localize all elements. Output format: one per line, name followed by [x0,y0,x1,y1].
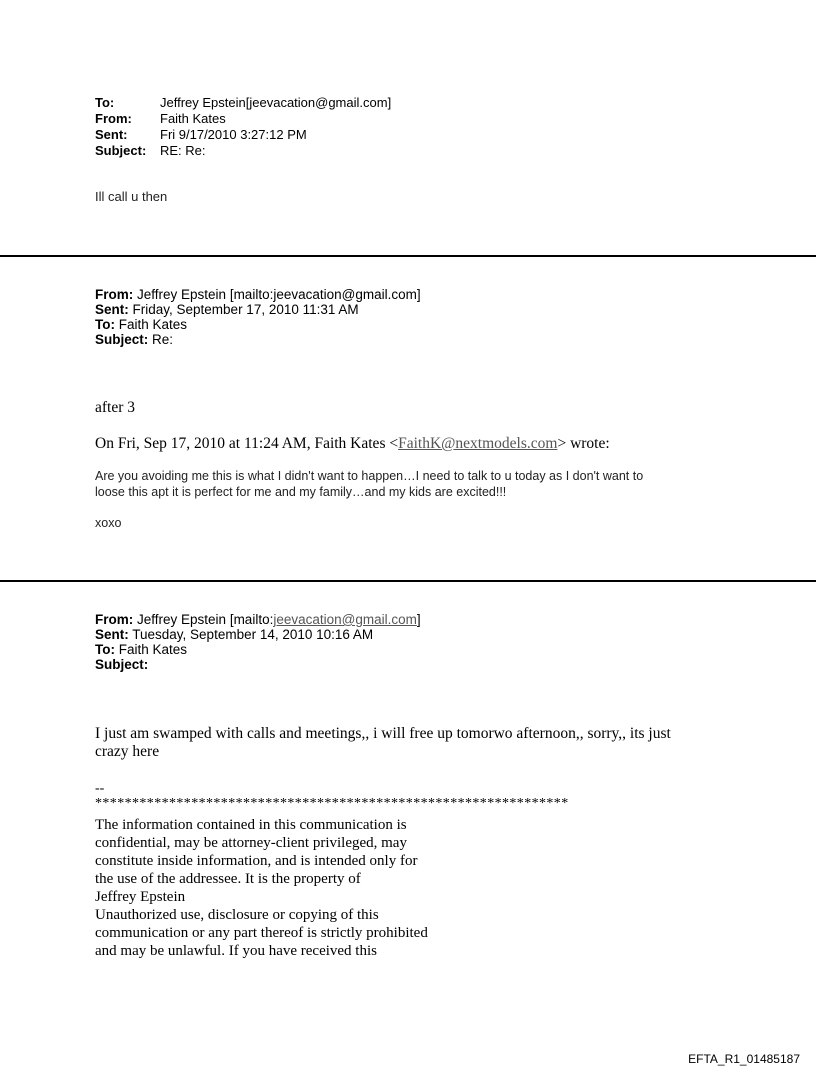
disclaimer-line: Jeffrey Epstein [95,889,186,905]
sent-label: Sent: [95,627,129,642]
to-label: To: [95,317,115,332]
sent-row [95,127,391,143]
document-id: EFTA_R1_01485187 [688,1052,800,1066]
message1-body: Ill call u then [95,189,168,204]
to-label: To: [95,95,115,110]
to-value: Faith Kates [118,642,188,657]
subject-row [95,143,391,159]
subject-label: Subject: [95,332,149,347]
to-row [95,95,391,111]
disclaimer-line: and may be unlawful. If you have received this [95,943,377,959]
quote-attribution [95,435,610,453]
quote-prefix: On Fri, Sep 17, 2010 at 11:24 AM, Faith Kates < [95,435,399,452]
email-link[interactable]: FaithK@nextmodels.com [398,435,558,452]
email-link[interactable]: jeevacation@gmail.com [273,612,417,627]
sent-value: Friday, September 17, 2010 11:31 AM [132,302,359,317]
sent-value: Tuesday, September 14, 2010 10:16 AM [132,627,374,642]
to-label: To: [95,642,115,657]
sent-label: Sent: [95,127,128,142]
signature-stars: **************************************************************** [95,796,569,811]
disclaimer-line: the use of the addressee. It is the property of [95,871,361,887]
to-value: Jeffrey Epstein[jeevacation@gmail.com] [160,95,392,110]
from-value: Faith Kates [160,111,226,126]
from-suffix: ] [416,612,421,627]
subject-label: Subject: [95,143,147,158]
sent-label: Sent: [95,302,129,317]
subject-value: RE: Re: [160,143,206,158]
message1-header [95,95,391,159]
message2-header [95,287,421,347]
disclaimer-line: communication or any part thereof is strictly prohibited [95,925,428,941]
from-prefix: Jeffrey Epstein [mailto: [137,612,274,627]
disclaimer-line: constitute inside information, and is intended only for [95,853,418,869]
from-row [95,111,391,127]
body-line: I just am swamped with calls and meetings,, i will free up tomorwo afternoon,, sorry,, its just [95,725,671,742]
message3-body [95,725,671,761]
disclaimer-line: confidential, may be attorney-client privileged, may [95,835,407,851]
subject-value: Re: [152,332,174,347]
sent-value: Fri 9/17/2010 3:27:12 PM [160,127,307,142]
disclaimer [95,816,428,960]
from-label: From: [95,287,134,302]
quoted-line: loose this apt it is perfect for me and my family…and my kids are excited!!! [95,485,507,499]
disclaimer-line: Unauthorized use, disclosure or copying of this [95,907,379,923]
message3-header [95,612,421,672]
signoff: xoxo [95,516,122,530]
from-label: From: [95,612,134,627]
body-line: crazy here [95,743,160,760]
subject-label: Subject: [95,657,149,672]
separator-rule [0,255,816,257]
quote-suffix: > wrote: [557,435,610,452]
quoted-line: Are you avoiding me this is what I didn't want to happen…I need to talk to u today as I don't want to [95,469,644,483]
quoted-message [95,468,643,500]
signature-dash: -- [95,781,105,796]
from-value: Jeffrey Epstein [mailto:jeevacation@gmail.com] [137,287,421,302]
separator-rule [0,580,816,582]
to-value: Faith Kates [118,317,188,332]
disclaimer-line: The information contained in this communication is [95,817,407,833]
message2-body: after 3 [95,399,136,416]
from-label: From: [95,111,132,126]
